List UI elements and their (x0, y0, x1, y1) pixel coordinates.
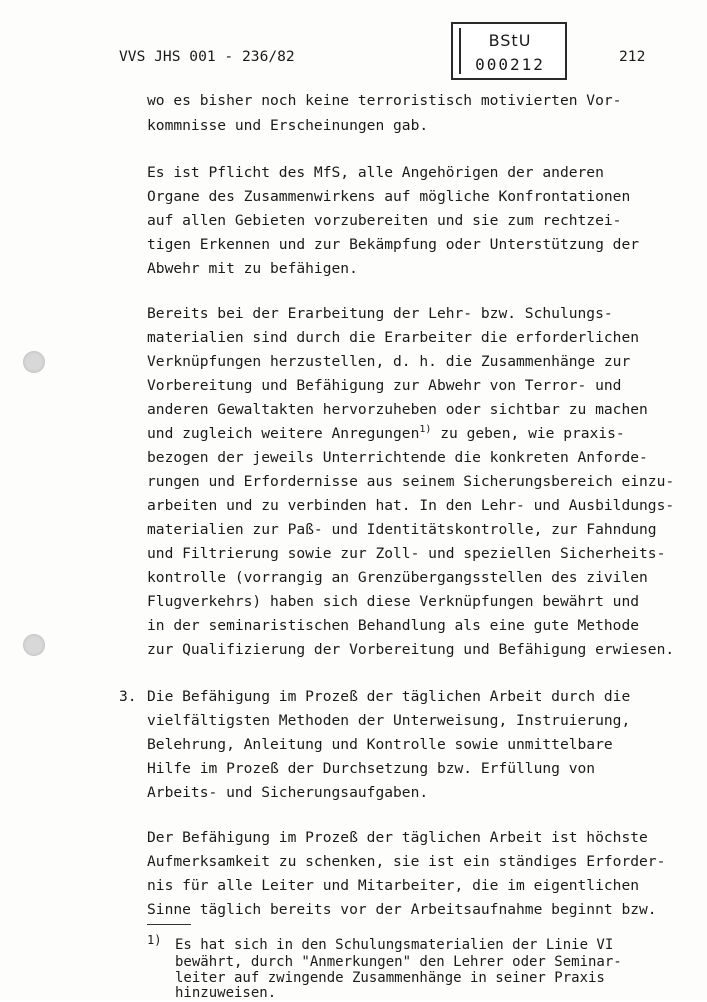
stamp-title: BStU (488, 31, 532, 50)
page-number: 212 (619, 48, 646, 65)
body-line-part: zu geben, wie praxis- (431, 425, 625, 442)
footnote-line: Es hat sich in den Schulungsmaterialien der Linie VI (175, 937, 614, 953)
body-line: Flugverkehrs) haben sich diese Verknüpfungen bewährt und (147, 593, 640, 610)
stamp-inner-frame (459, 28, 559, 74)
body-line: materialien sind durch die Erarbeiter die erforderlichen (147, 329, 640, 346)
body-line: tigen Erkennen und zur Bekämpfung oder Unterstützung der (147, 236, 640, 253)
body-line: rungen und Erfordernisse aus seinem Sicherungsbereich einzu- (147, 473, 675, 490)
body-line: Vorbereitung und Befähigung zur Abwehr von Terror- und (147, 377, 622, 394)
body-line: Es ist Pflicht des MfS, alle Angehörigen der anderen (147, 164, 604, 181)
body-line: materialien zur Paß- und Identitätskontrolle, zur Fahndung (147, 521, 657, 538)
body-line-with-footnote (147, 425, 625, 443)
body-line: und Filtrierung sowie zur Zoll- und speziellen Sicherheits- (147, 545, 666, 562)
body-line: anderen Gewaltakten hervorzuheben oder sichtbar zu machen (147, 401, 648, 418)
body-line: auf allen Gebieten vorzubereiten und sie zum rechtzei- (147, 212, 622, 229)
footnote-marker: 1) (147, 933, 162, 947)
punch-hole-bottom (23, 634, 45, 656)
list-item-line: Hilfe im Prozeß der Durchsetzung bzw. Erfüllung von (147, 760, 596, 777)
footnote-line: hinzuweisen. (175, 985, 277, 1001)
body-line: Sinne täglich bereits vor der Arbeitsaufnahme beginnt bzw. (147, 901, 657, 918)
body-line: Bereits bei der Erarbeitung der Lehr- bzw. Schulungs- (147, 305, 613, 322)
body-line: Der Befähigung im Prozeß der täglichen Arbeit ist höchste (147, 829, 648, 846)
body-line: bezogen der jeweils Unterrichtende die konkreten Anforde- (147, 449, 648, 466)
body-line: Verknüpfungen herzustellen, d. h. die Zusammenhänge zur (147, 353, 631, 370)
body-line: zur Qualifizierung der Vorbereitung und Befähigung erwiesen. (147, 641, 675, 658)
body-line: nis für alle Leiter und Mitarbeiter, die im eigentlichen (147, 877, 640, 894)
body-line: kommnisse und Erscheinungen gab. (147, 117, 429, 134)
body-line: Aufmerksamkeit zu schenken, sie ist ein ständiges Erforder- (147, 853, 666, 870)
punch-hole-top (23, 351, 45, 373)
body-line: arbeiten und zu verbinden hat. In den Lehr- und Ausbildungs- (147, 497, 675, 514)
footnote-line: bewährt, durch "Anmerkungen" den Lehrer oder Seminar- (175, 954, 622, 970)
list-item-number: 3. (119, 688, 137, 705)
footnote-divider (147, 924, 191, 925)
body-line: kontrolle (vorrangig an Grenzübergangsstellen des zivilen (147, 569, 648, 586)
body-line-part: und zugleich weitere Anregungen (147, 425, 420, 442)
list-item-line: vielfältigsten Methoden der Unterweisung, Instruierung, (147, 712, 631, 729)
document-reference: VVS JHS 001 - 236/82 (119, 48, 295, 65)
body-line: in der seminaristischen Behandlung als eine gute Methode (147, 617, 640, 634)
footnote-line: leiter auf zwingende Zusammenhänge in seiner Praxis (175, 970, 605, 986)
body-line: Abwehr mit zu befähigen. (147, 260, 358, 277)
stamp-number: 000212 (475, 55, 545, 74)
body-line: Organe des Zusammenwirkens auf mögliche Konfrontationen (147, 188, 631, 205)
list-item-line: Belehrung, Anleitung und Kontrolle sowie unmittelbare (147, 736, 613, 753)
archive-stamp (451, 22, 567, 80)
footnote-reference: 1) (419, 424, 432, 435)
list-item-line: Die Befähigung im Prozeß der täglichen Arbeit durch die (147, 688, 631, 705)
list-item-line: Arbeits- und Sicherungsaufgaben. (147, 784, 429, 801)
body-line: wo es bisher noch keine terroristisch motivierten Vor- (147, 92, 622, 109)
